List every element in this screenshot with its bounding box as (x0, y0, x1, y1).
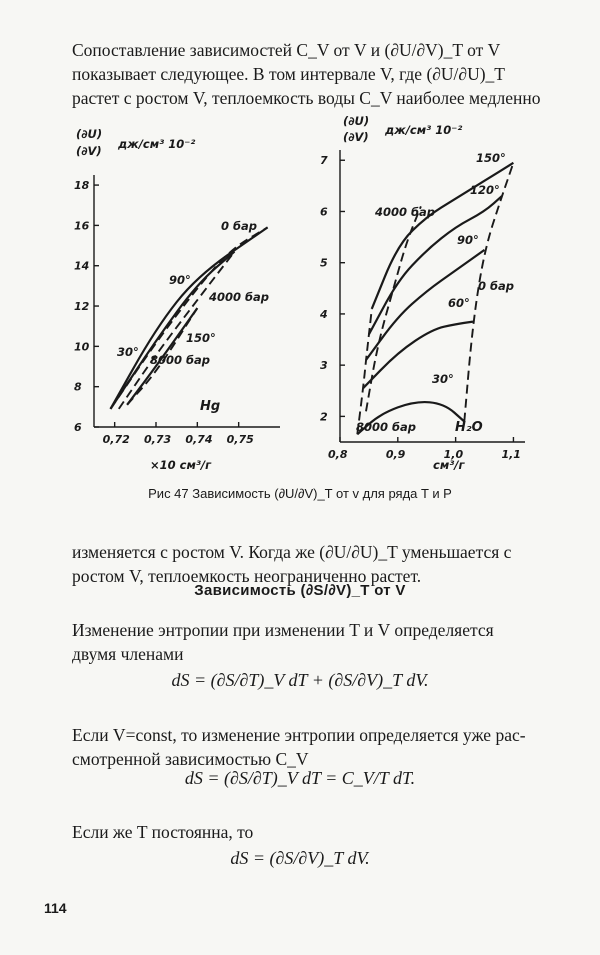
x-tick-label: 0,72 (102, 433, 130, 446)
y-tick-label: 2 (320, 410, 328, 424)
equation-3: dS = (∂S/∂V)_T dV. (230, 848, 370, 868)
y-tick-label: 12 (74, 300, 90, 314)
text-line: Изменение энтропии при изменении T и V определяется (72, 620, 494, 640)
y-tick-label: 3 (320, 359, 328, 373)
paragraph-const-volume (72, 723, 552, 771)
right-y-label-frac2: (∂V) (343, 130, 369, 144)
text-line: смотренной зависимостью C_V (72, 749, 309, 769)
label-hg: Hg (200, 399, 221, 414)
text-line: двумя членами (72, 644, 184, 664)
y-tick-label: 8 (74, 380, 82, 394)
label-4000bar: 4000 бар (209, 290, 270, 304)
x-tick-label: 1,0 (443, 448, 464, 461)
y-tick-label: 6 (74, 421, 82, 434)
x-tick-label: 0,74 (185, 433, 213, 446)
y-tick-label: 7 (320, 154, 328, 168)
y-tick-label: 10 (74, 340, 90, 354)
series-4000-бар (366, 206, 421, 411)
label-0bar-r: 0 бар (478, 279, 515, 293)
figure-caption: Рис 47 Зависимость (∂U/∂V)_T от v для ряда T и P (148, 486, 452, 501)
text-line: изменяется с ростом V. Когда же (∂U/∂U)_T уменьшается с (72, 542, 512, 562)
text-line: ростом V, теплоемкость неограниченно растет. (72, 566, 422, 586)
label-h2o: H₂O (455, 420, 483, 435)
figure-47 (0, 110, 600, 580)
paragraph-entropy (72, 618, 552, 666)
paragraph-intro (72, 38, 552, 110)
text-line: растет с ростом V, теплоемкость воды C_V наиболее медленно (72, 88, 541, 108)
label-0bar: 0 бар (221, 219, 258, 233)
left-x-unit: ×10 см³/г (150, 458, 212, 472)
y-tick-label: 14 (74, 259, 90, 273)
right-y-label-frac: (∂U) (343, 114, 370, 128)
section-heading: Зависимость (∂S/∂V)_T от V (194, 582, 406, 599)
y-tick-label: 16 (74, 219, 90, 233)
x-tick-label: 0,73 (144, 433, 172, 446)
left-y-label-frac2: (∂V) (76, 144, 102, 158)
equation-1: dS = (∂S/∂T)_V dT + (∂S/∂V)_T dV. (171, 670, 429, 690)
left-y-label-frac: (∂U) (76, 127, 103, 141)
x-tick-label: 0,75 (226, 433, 254, 446)
text-line: Сопоставление зависимостей C_V от V и (∂U/∂V)_T от V (72, 40, 501, 60)
text-line: показывает следующее. В том интервале V, где (∂U/∂U)_T (72, 64, 505, 84)
y-tick-label: 18 (74, 179, 90, 193)
label-90deg-r: 90° (457, 233, 479, 247)
y-tick-label: 5 (320, 256, 328, 270)
x-tick-label: 0,8 (328, 448, 348, 461)
label-30deg: 30° (117, 345, 139, 359)
equation-2: dS = (∂S/∂T)_V dT = C_V/T dT. (184, 768, 416, 788)
series-60deg (363, 322, 473, 389)
text-line: Если V=const, то изменение энтропии определяется уже рас- (72, 725, 526, 745)
label-4000bar-r: 4000 бар (375, 205, 436, 219)
series-8000-бар (357, 309, 372, 435)
page-number: 114 (44, 900, 67, 916)
label-8000bar-r: 8000 бар (356, 420, 417, 434)
x-tick-label: 0,9 (385, 448, 406, 461)
right-y-unit: дж/см³ 10⁻² (385, 123, 463, 137)
text-line: Если же T постоянна, то (72, 822, 254, 842)
x-tick-label: 1,1 (501, 448, 521, 461)
label-60deg-r: 60° (448, 296, 470, 310)
paragraph-continued (72, 540, 552, 588)
y-tick-label: 4 (320, 307, 328, 321)
right-x-unit: см³/г (433, 458, 465, 472)
label-90deg: 90° (169, 273, 191, 287)
label-150deg-r: 150° (476, 151, 506, 165)
label-30deg-r: 30° (432, 372, 454, 386)
label-8000bar: 8000 бар (150, 353, 211, 367)
left-y-unit: дж/см³ 10⁻² (118, 137, 196, 151)
left-panel (74, 127, 280, 472)
label-120deg-r: 120° (470, 183, 500, 197)
right-panel (319, 114, 525, 472)
label-150deg: 150° (186, 331, 216, 345)
paragraph-const-temp (72, 820, 552, 844)
y-tick-label: 6 (320, 205, 328, 219)
